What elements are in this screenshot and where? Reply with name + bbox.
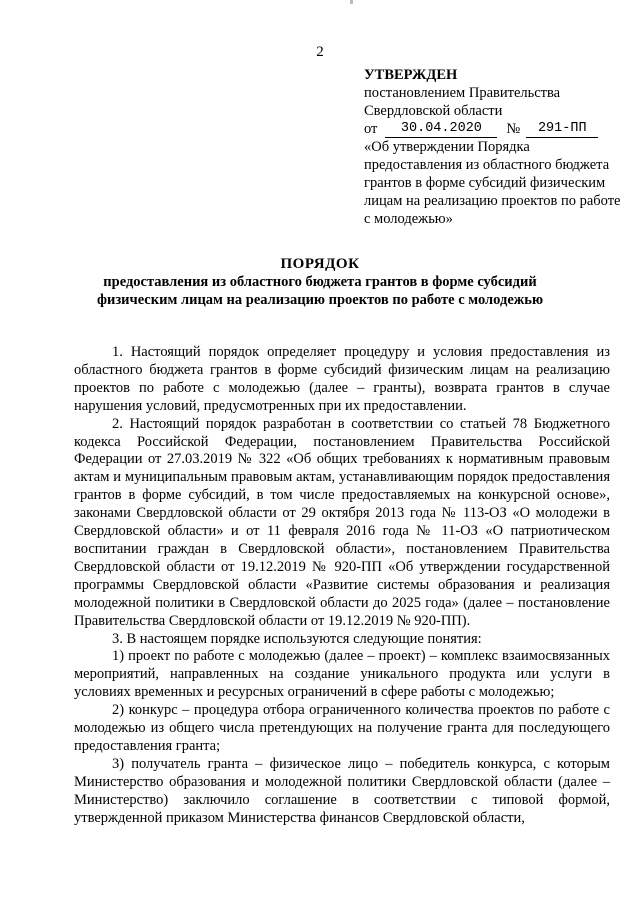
document-subtitle: предоставления из областного бюджета грантов в форме субсидий физическим лицам на реализацию проектов по работе с молодежью xyxy=(96,274,544,308)
from-label: от xyxy=(364,121,378,137)
approval-line-1: постановлением Правительства xyxy=(364,85,561,101)
paragraph-2: 2. Настоящий порядок разработан в соответствии со статьей 78 Бюджетного кодекса Российской Федерации, постановлением Правительства Российской Федерации от 27.03.2019 № 322 «Об общих требованиях к нормативным правовым актам и муниципальным правовым актам, устанавливающим порядок предоставления грантов в форме субсидий, в том числе предоставляемых на конкурсной основе», законами Свердловской области от 29 октября 2013 года № 113-ОЗ «О молодежи в Свердловской области» и от 11 февраля 2016 года № 11-ОЗ «О патриотическом воспитании граждан в Свердловской области», постановлением Правительства Свердловской области от 19.12.2019 № 920-ПП «Об утверждении государственной программы Свердловской области «Развитие системы образования и реализация молодежной политики в Свердловской области до 2025 года» (далее – постановление Правительства Свердловской области от 19.12.2019 № 920-ПП). xyxy=(74,415,610,629)
definition-1: 1) проект по работе с молодежью (далее – проект) – комплекс взаимосвязанных мероприятий, направленных на создание уникального продукта или услуги в условиях временных и ресурсных ограничений в сфере работы с молодежью; xyxy=(74,648,610,701)
approval-block xyxy=(364,66,624,228)
document-title: ПОРЯДОК xyxy=(280,256,360,272)
page-number: 2 xyxy=(316,44,324,60)
approval-date-number-row xyxy=(364,120,624,138)
approval-number: 291-ПП xyxy=(526,121,598,138)
number-label: № xyxy=(506,121,521,137)
approval-subject: «Об утверждении Порядка предоставления из областного бюджета грантов в форме субсидий физическим лицам на реализацию проектов по работе с молодежью» xyxy=(364,139,621,227)
approval-heading: УТВЕРЖДЕН xyxy=(364,67,458,83)
definition-3: 3) получатель гранта – физическое лицо – победитель конкурса, с которым Министерство образования и молодежной политики Свердловской области (далее – Министерство) заключило соглашение в соответствии с типовой формой, утвержденной приказом Министерства финансов Свердловской области, xyxy=(74,755,610,826)
paragraph-1: 1. Настоящий порядок определяет процедуру и условия предоставления из областного бюджета грантов в форме субсидий физическим лицам на реализацию проектов по работе с молодежью (далее – гранты), возврата грантов в случае нарушения условий, предусмотренных при их предоставлении. xyxy=(74,344,610,414)
approval-date: 30.04.2020 xyxy=(385,121,497,138)
approval-line-2: Свердловской области xyxy=(364,103,503,119)
definition-2: 2) конкурс – процедура отбора ограниченного количества проектов по работе с молодежью из общего числа претендующих на получение гранта для последующего предоставления гранта; xyxy=(74,702,610,754)
scan-mark xyxy=(350,0,353,4)
paragraph-3: 3. В настоящем порядке используются следующие понятия: xyxy=(112,630,482,647)
document-body xyxy=(74,344,610,827)
